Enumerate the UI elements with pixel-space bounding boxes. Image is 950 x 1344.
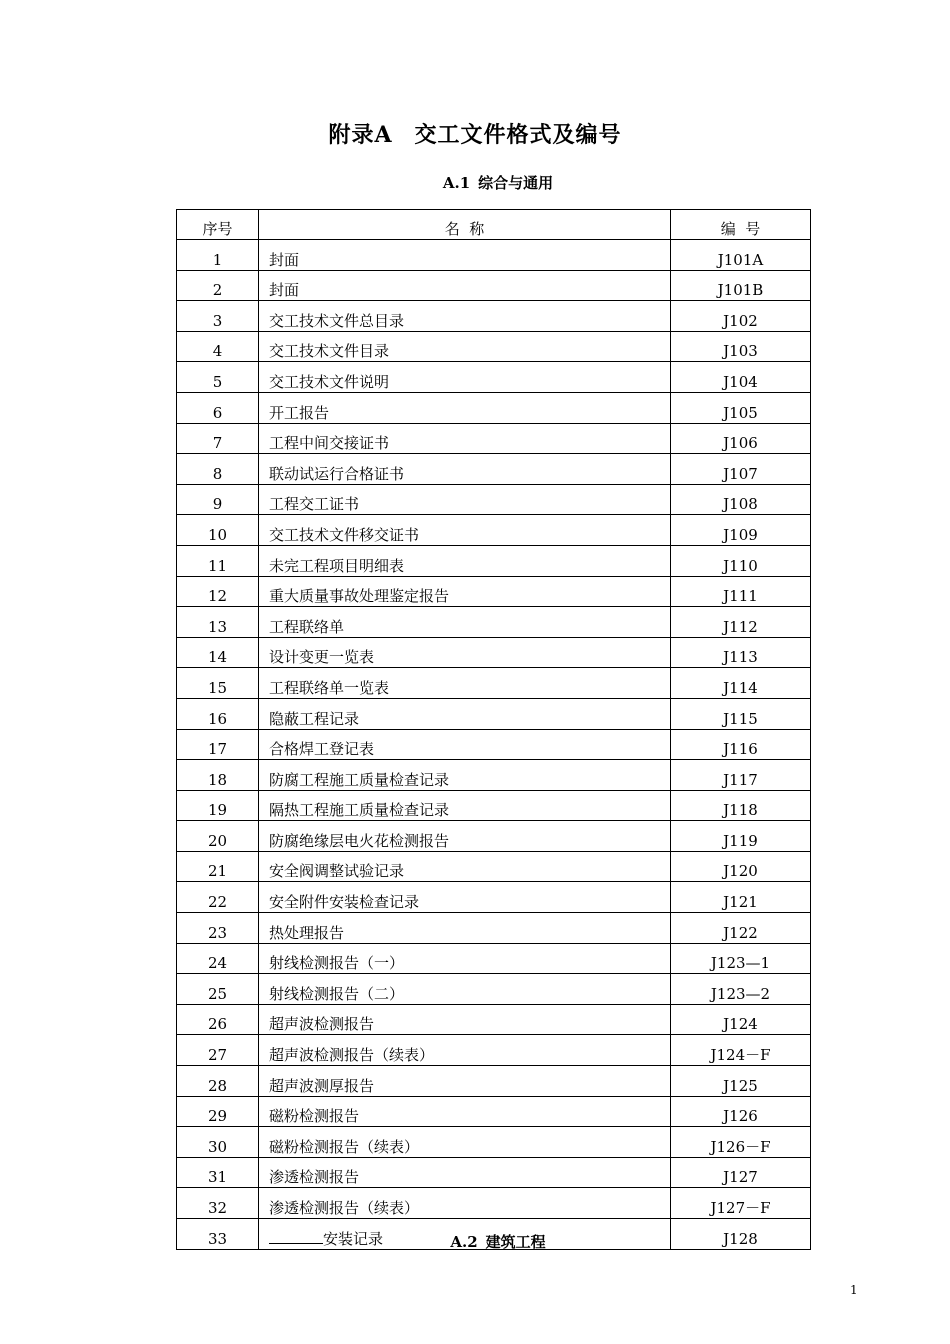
row-number: 6 xyxy=(177,392,259,423)
row-number: 12 xyxy=(177,576,259,607)
table-row xyxy=(177,760,811,791)
row-code: J123—1 xyxy=(671,943,811,974)
row-code: J126 xyxy=(671,1096,811,1127)
row-code: J128 xyxy=(671,1219,811,1250)
row-code: J104 xyxy=(671,362,811,393)
row-number: 16 xyxy=(177,698,259,729)
table-row xyxy=(177,1188,811,1219)
table-row xyxy=(177,240,811,271)
row-code: J105 xyxy=(671,392,811,423)
row-code: J124－F xyxy=(671,1035,811,1066)
table-row xyxy=(177,515,811,546)
table-row xyxy=(177,607,811,638)
row-code: J110 xyxy=(671,545,811,576)
table-row xyxy=(177,637,811,668)
row-name: 工程交工证书 xyxy=(259,484,671,515)
row-name: 超声波测厚报告 xyxy=(259,1066,671,1097)
row-name: 交工技术文件移交证书 xyxy=(259,515,671,546)
row-number: 14 xyxy=(177,637,259,668)
row-code: J106 xyxy=(671,423,811,454)
table-header-row xyxy=(177,210,811,240)
row-name: 工程联络单 xyxy=(259,607,671,638)
row-number: 27 xyxy=(177,1035,259,1066)
row-number: 25 xyxy=(177,974,259,1005)
row-number: 26 xyxy=(177,1004,259,1035)
row-number: 31 xyxy=(177,1157,259,1188)
row-number: 10 xyxy=(177,515,259,546)
row-code: J114 xyxy=(671,668,811,699)
header-no: 序号 xyxy=(177,210,259,240)
row-number: 7 xyxy=(177,423,259,454)
table-row xyxy=(177,943,811,974)
row-number: 1 xyxy=(177,240,259,271)
row-code: J126－F xyxy=(671,1127,811,1158)
table-row xyxy=(177,882,811,913)
document-table xyxy=(176,209,811,1250)
table-row xyxy=(177,974,811,1005)
table-row xyxy=(177,392,811,423)
row-number: 32 xyxy=(177,1188,259,1219)
row-number: 20 xyxy=(177,821,259,852)
row-number: 30 xyxy=(177,1127,259,1158)
row-name: 渗透检测报告（续表） xyxy=(259,1188,671,1219)
row-name: 防腐工程施工质量检查记录 xyxy=(259,760,671,791)
row-code: J115 xyxy=(671,698,811,729)
table-row xyxy=(177,913,811,944)
table-row xyxy=(177,270,811,301)
row-number: 2 xyxy=(177,270,259,301)
table-row xyxy=(177,1004,811,1035)
row-code: J101A xyxy=(671,240,811,271)
page-number: 1 xyxy=(850,1283,858,1297)
row-name: 合格焊工登记表 xyxy=(259,729,671,760)
table-row xyxy=(177,454,811,485)
row-number: 5 xyxy=(177,362,259,393)
row-name: 开工报告 xyxy=(259,392,671,423)
row-number: 28 xyxy=(177,1066,259,1097)
table-row xyxy=(177,1127,811,1158)
row-name: 热处理报告 xyxy=(259,913,671,944)
row-name: 工程联络单一览表 xyxy=(259,668,671,699)
row-code: J122 xyxy=(671,913,811,944)
row-code: J127 xyxy=(671,1157,811,1188)
table-row xyxy=(177,729,811,760)
row-number: 19 xyxy=(177,790,259,821)
section-heading-a1 xyxy=(0,172,950,193)
row-name: 防腐绝缘层电火花检测报告 xyxy=(259,821,671,852)
row-number: 9 xyxy=(177,484,259,515)
row-code: J116 xyxy=(671,729,811,760)
row-code: J118 xyxy=(671,790,811,821)
row-code: J113 xyxy=(671,637,811,668)
row-number: 3 xyxy=(177,301,259,332)
table-row xyxy=(177,1157,811,1188)
row-code: J112 xyxy=(671,607,811,638)
row-code: J123—2 xyxy=(671,974,811,1005)
row-name: 磁粉检测报告（续表） xyxy=(259,1127,671,1158)
table-row xyxy=(177,1096,811,1127)
row-name: 射线检测报告（一） xyxy=(259,943,671,974)
row-name: 交工技术文件目录 xyxy=(259,331,671,362)
table-row xyxy=(177,698,811,729)
row-name: 联动试运行合格证书 xyxy=(259,454,671,485)
row-number: 22 xyxy=(177,882,259,913)
row-code: J111 xyxy=(671,576,811,607)
section-number: A.2 xyxy=(450,1233,478,1251)
table-row xyxy=(177,668,811,699)
row-name: 设计变更一览表 xyxy=(259,637,671,668)
table-row xyxy=(177,301,811,332)
row-name: 封面 xyxy=(259,240,671,271)
row-code: J107 xyxy=(671,454,811,485)
table-row xyxy=(177,331,811,362)
row-number: 15 xyxy=(177,668,259,699)
title-text: 交工文件格式及编号 xyxy=(414,122,622,148)
section-title: 综合与通用 xyxy=(478,174,554,192)
row-name: 封面 xyxy=(259,270,671,301)
row-name: 安全附件安装检查记录 xyxy=(259,882,671,913)
section-title: 建筑工程 xyxy=(485,1233,546,1251)
row-code: J117 xyxy=(671,760,811,791)
row-name: 隔热工程施工质量检查记录 xyxy=(259,790,671,821)
row-code: J109 xyxy=(671,515,811,546)
row-code: J103 xyxy=(671,331,811,362)
title-appendix: 附录A xyxy=(328,122,393,148)
table-row xyxy=(177,790,811,821)
header-code: 编 号 xyxy=(671,210,811,240)
table-row xyxy=(177,851,811,882)
row-number: 11 xyxy=(177,545,259,576)
row-number: 8 xyxy=(177,454,259,485)
table-row xyxy=(177,423,811,454)
row-number: 18 xyxy=(177,760,259,791)
table-row xyxy=(177,821,811,852)
row-code: J102 xyxy=(671,301,811,332)
row-number: 17 xyxy=(177,729,259,760)
table-body xyxy=(177,240,811,1250)
row-code: J120 xyxy=(671,851,811,882)
row-name: 隐蔽工程记录 xyxy=(259,698,671,729)
table-row xyxy=(177,484,811,515)
row-name-text: 安装记录 xyxy=(323,1229,384,1248)
table-row xyxy=(177,1035,811,1066)
row-name: 安全阀调整试验记录 xyxy=(259,851,671,882)
section-number: A.1 xyxy=(442,174,471,192)
row-name: 超声波检测报告（续表） xyxy=(259,1035,671,1066)
row-code: J119 xyxy=(671,821,811,852)
row-code: J121 xyxy=(671,882,811,913)
table-row xyxy=(177,545,811,576)
row-name: 重大质量事故处理鉴定报告 xyxy=(259,576,671,607)
row-name: 交工技术文件说明 xyxy=(259,362,671,393)
row-code: J127－F xyxy=(671,1188,811,1219)
row-number: 4 xyxy=(177,331,259,362)
row-number: 24 xyxy=(177,943,259,974)
row-code: J101B xyxy=(671,270,811,301)
table-row xyxy=(177,576,811,607)
row-code: J108 xyxy=(671,484,811,515)
row-number: 29 xyxy=(177,1096,259,1127)
row-number: 33 xyxy=(177,1219,259,1250)
row-code: J124 xyxy=(671,1004,811,1035)
row-code: J125 xyxy=(671,1066,811,1097)
table-row xyxy=(177,1066,811,1097)
row-number: 21 xyxy=(177,851,259,882)
row-name: 磁粉检测报告 xyxy=(259,1096,671,1127)
row-name: 超声波检测报告 xyxy=(259,1004,671,1035)
section-heading-a2 xyxy=(0,1231,950,1252)
row-number: 23 xyxy=(177,913,259,944)
row-name: 工程中间交接证书 xyxy=(259,423,671,454)
row-name: 交工技术文件总目录 xyxy=(259,301,671,332)
row-name: 射线检测报告（二） xyxy=(259,974,671,1005)
row-number: 13 xyxy=(177,607,259,638)
row-name: 渗透检测报告 xyxy=(259,1157,671,1188)
row-name: 未完工程项目明细表 xyxy=(259,545,671,576)
page-title xyxy=(0,118,950,149)
table-row xyxy=(177,362,811,393)
header-name: 名 称 xyxy=(259,210,671,240)
